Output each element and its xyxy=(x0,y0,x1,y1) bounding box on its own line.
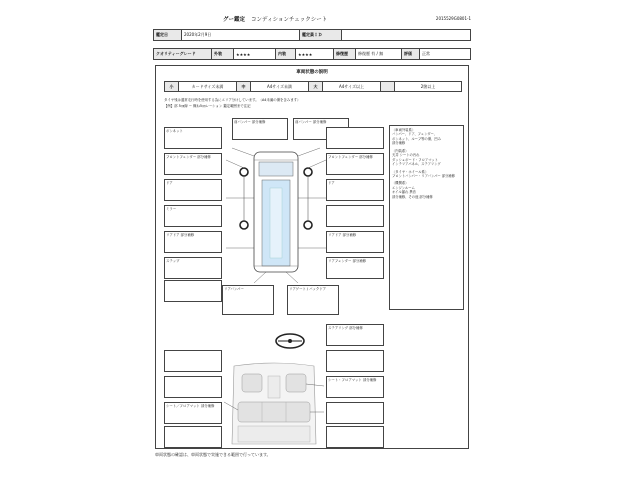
box-right-rear-door xyxy=(326,205,384,227)
box-left-bonnet: ボンネット xyxy=(164,127,222,149)
size-legend-table xyxy=(164,81,462,92)
exterior-label: 外装 xyxy=(212,49,234,60)
title-sub: コンディションチェックシート xyxy=(251,17,328,23)
box-right-rear-door-repair: リアドア 部分補修 xyxy=(326,231,384,253)
condition-check-sheet xyxy=(153,12,471,465)
size-medium-desc: A4サイズ未満 xyxy=(251,82,309,92)
size-small-desc: カードサイズ未満 xyxy=(179,82,237,92)
legend-line: インテリアパネル、ステアリング xyxy=(392,162,441,167)
note-line-2: 【例】部 5㎝線 ー 概ね5㎝レーション 鑑定範囲まで注記 xyxy=(164,104,251,108)
box-left-rear-door: リアドア 部分補修 xyxy=(164,231,222,253)
repair-label: 修復歴 xyxy=(334,49,356,60)
info-row-date xyxy=(153,29,471,41)
date-value: 2020年2月9日 xyxy=(182,30,300,41)
size-extra-desc: 2箇以上 xyxy=(395,82,462,92)
footer-note: 車両状態の確認は、車両状態で実施できる範囲で行っています。 xyxy=(155,452,271,457)
box-seat-left: シート／フロアマット 部分補修 xyxy=(164,402,222,424)
legend-line: フロントバンパー・リアバンパー 部分補修 xyxy=(392,173,455,178)
box-interior-3 xyxy=(326,402,384,424)
interior-label: 内装 xyxy=(276,49,296,60)
legend-heading-interior: 〈内装系〉 xyxy=(392,148,409,153)
legend-heading-exterior: 〈車両外装系〉 xyxy=(392,128,416,132)
sheet-title xyxy=(223,15,327,23)
box-interior-1 xyxy=(326,350,384,372)
evaluation-label: 評価 xyxy=(402,49,420,60)
box-rear-gate: リアゲート / バックドア xyxy=(287,285,339,315)
box-interior-4 xyxy=(326,426,384,448)
size-large-desc: A4サイズ以上 xyxy=(323,82,381,92)
box-front-bumper-left: 前バンパー 部分補修 xyxy=(232,118,288,140)
box-left-step: ステップ xyxy=(164,257,222,279)
box-seat-floor: シート・フロアマット 部分補修 xyxy=(326,376,384,398)
legend-line: 部分補修 xyxy=(392,141,406,146)
box-right-rear-fender: リアフェンダー 部分補修 xyxy=(326,257,384,279)
repair-value: 修復歴 有 / 無 xyxy=(356,49,402,60)
evaluation-value: 正常 xyxy=(420,49,471,60)
legend-line: バンパー、ドア、フェンダー、 xyxy=(392,132,438,137)
info-row-grade xyxy=(153,48,471,60)
vehicle-exterior-diagram xyxy=(226,138,326,283)
legend-line: ボンネット、ルーフ等の傷、凹み xyxy=(392,136,441,141)
box-right-door: ドア xyxy=(326,179,384,201)
box-right-front xyxy=(326,127,384,149)
box-right-fender: フロントフェンダー 部分補修 xyxy=(326,153,384,175)
box-left-interior-2 xyxy=(164,376,222,398)
size-extra-label xyxy=(381,82,395,92)
size-medium-label: 中 xyxy=(237,82,251,92)
size-large-label: 大 xyxy=(309,82,323,92)
legend-panel xyxy=(389,125,464,310)
size-small-label: 小 xyxy=(165,82,179,92)
box-rear-bumper: リアバンパー xyxy=(222,285,274,315)
box-left-interior-1 xyxy=(164,350,222,372)
legend-line: ダッシュボード・フロアマット xyxy=(392,157,438,162)
section-title: 車両状態の説明 xyxy=(296,70,328,75)
legend-line: 天井 シートの汚れ xyxy=(392,153,420,158)
steering-wheel-icon xyxy=(274,332,306,350)
rater-label: 鑑定員ＩＤ xyxy=(300,30,342,41)
date-label: 鑑定日 xyxy=(154,30,182,41)
grade-label: クオリティーグレード xyxy=(154,49,212,60)
box-left-blank xyxy=(164,280,222,302)
note-line-1: タイヤ残は通常走行時を使用する為にエリア分けしています。（A4未満の傷を含みます） xyxy=(164,98,301,102)
box-left-mirror: ミラー xyxy=(164,205,222,227)
document-number: 2015529G0801-1 xyxy=(435,16,471,21)
legend-line: オイル漏れ 異音 xyxy=(392,190,416,195)
title-main: グー鑑定 xyxy=(223,17,246,23)
interior-value: ★★★★ xyxy=(296,49,334,60)
box-left-door: ドア xyxy=(164,179,222,201)
box-front-bumper-right: 前バンパー 部分補修 xyxy=(293,118,349,140)
vehicle-interior-diagram xyxy=(224,362,324,448)
legend-line: 部分補修、その他 部分補修 xyxy=(392,194,433,199)
exterior-value: ★★★★ xyxy=(234,49,276,60)
legend-heading-tire: 〈タイヤ・ホイール系〉 xyxy=(392,169,429,174)
vehicle-condition-section xyxy=(155,65,469,449)
box-left-interior-4 xyxy=(164,426,222,448)
box-left-fender: フロントフェンダー 部分補修 xyxy=(164,153,222,175)
legend-line: エンジンルーム xyxy=(392,185,415,190)
rater-value xyxy=(342,30,471,41)
legend-heading-engine: 〈機関系〉 xyxy=(392,181,409,186)
box-steering: ステアリング 部分補修 xyxy=(326,324,384,346)
